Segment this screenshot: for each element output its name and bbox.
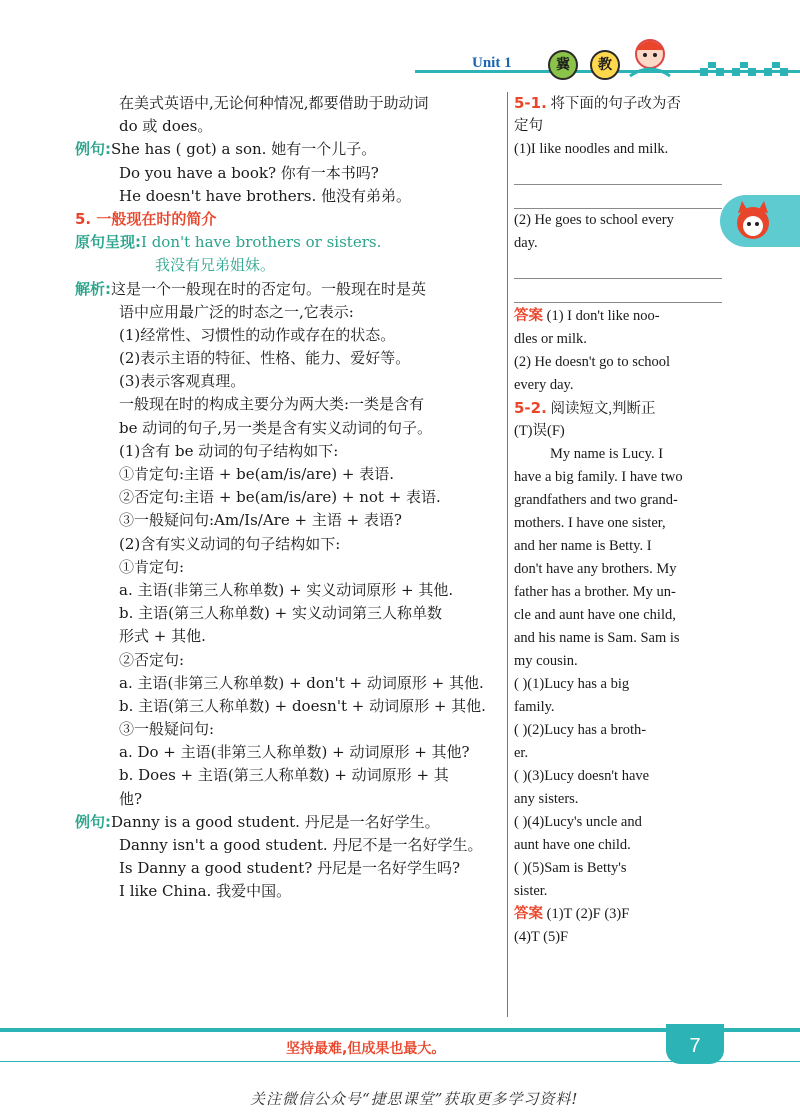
question-line: sister. <box>514 883 548 899</box>
text-line: ②否定句: <box>119 650 185 669</box>
unit-label: Unit 1 <box>472 55 512 71</box>
analysis-label: 解析: <box>75 279 111 298</box>
answer-label: 答案 <box>514 308 543 324</box>
answer-line <box>514 255 722 279</box>
section-heading: 5. 一般现在时的简介 <box>75 209 217 228</box>
original-sentence: I don't have brothers or sisters. <box>141 233 382 252</box>
passage-line: grandfathers and two grand- <box>514 492 678 508</box>
fox-mascot-icon <box>732 199 774 243</box>
page-header <box>0 0 800 90</box>
question-line: ( )(4)Lucy's uncle and <box>514 814 642 830</box>
text-line: 语中应用最广泛的时态之一,它表示: <box>119 302 354 321</box>
right-column <box>514 92 726 949</box>
text-line: ①肯定句:主语 + be(am/is/are) + 表语. <box>119 465 394 483</box>
text-line: b. 主语(第三人称单数) + doesn't + 动词原形 + 其他. <box>119 696 486 715</box>
exercise-item: (1)I like noodles and milk. <box>514 141 669 157</box>
text-line: a. Do + 主语(非第三人称单数) + 动词原形 + 其他? <box>119 743 470 762</box>
footer-motto: 坚持最难,但成果也最大。 <box>286 1041 446 1057</box>
question-line: ( )(2)Lucy has a broth- <box>514 722 647 738</box>
answer-line <box>514 185 722 209</box>
badge-ji: 冀 <box>548 50 578 80</box>
question-line: er. <box>514 745 529 761</box>
text-line: Is Danny a good student? 丹尼是一名好学生吗? <box>119 859 461 878</box>
exercise-5-1-number: 5-1. <box>514 94 547 112</box>
exercise-item: day. <box>514 235 538 251</box>
text-line: a. 主语(非第三人称单数) + don't + 动词原形 + 其他. <box>119 673 484 692</box>
answer-text: every day. <box>514 377 574 393</box>
text-line: 在美式英语中,无论何种情况,都要借助于助动词 <box>119 94 429 112</box>
exercise-instruction: 定句 <box>514 118 543 134</box>
text-line: ①肯定句: <box>119 557 185 576</box>
text-line: I like China. 我爱中国。 <box>119 882 292 901</box>
text-line: b. Does + 主语(第三人称单数) + 动词原形 + 其 <box>119 766 449 785</box>
text-line: be 动词的句子,另一类是含有实义动词的句子。 <box>119 418 433 437</box>
exercise-5-2-number: 5-2. <box>514 399 547 417</box>
answer-text: (1)T (2)F (3)F <box>546 906 630 922</box>
text-line: ②否定句:主语 + be(am/is/are) + not + 表语. <box>119 488 441 507</box>
example-label: 例句: <box>75 812 111 831</box>
question-line: ( )(3)Lucy doesn't have <box>514 768 650 784</box>
mascot-girl-icon <box>620 32 680 82</box>
text-line: do 或 does。 <box>119 117 213 136</box>
exercise-instruction: 阅读短文,判断正 <box>550 401 656 417</box>
text-line: He doesn't have brothers. 他没有弟弟。 <box>119 186 412 205</box>
answer-text: (4)T (5)F <box>514 929 569 945</box>
passage-line: cle and aunt have one child, <box>514 607 676 623</box>
badge-jiao: 教 <box>590 50 620 80</box>
original-label: 原句呈现: <box>75 233 141 252</box>
passage-line: and her name is Betty. I <box>514 538 652 554</box>
passage-line: father has a brother. My un- <box>514 584 676 600</box>
passage-line: don't have any brothers. My <box>514 561 677 577</box>
text-line: (1)含有 be 动词的句子结构如下: <box>119 441 339 460</box>
answer-text: (2) He doesn't go to school <box>514 354 671 370</box>
answer-label: 答案 <box>514 906 543 922</box>
answer-text: (1) I don't like noo- <box>546 308 660 324</box>
question-line: ( )(5)Sam is Betty's <box>514 860 627 876</box>
passage-line: my cousin. <box>514 653 578 669</box>
original-translation: 我没有兄弟姐妹。 <box>155 256 276 275</box>
text-line: 一般现在时的构成主要分为两大类:一类是含有 <box>119 395 425 414</box>
text-line: (1)经常性、习惯性的动作或存在的状态。 <box>119 325 396 344</box>
answer-line <box>514 279 722 303</box>
answer-text: dles or milk. <box>514 331 587 347</box>
passage-line: mothers. I have one sister, <box>514 515 666 531</box>
question-line: aunt have one child. <box>514 837 631 853</box>
text-line: 这是一个一般现在时的否定句。一般现在时是英 <box>111 279 427 298</box>
text-line: Danny isn't a good student. 丹尼不是一名好学生。 <box>119 836 483 854</box>
text-line: She has ( got) a son. 她有一个儿子。 <box>111 140 377 159</box>
text-line: ③一般疑问句: <box>119 720 215 739</box>
checker-decoration <box>700 62 800 82</box>
text-line: (2)含有实义动词的句子结构如下: <box>119 534 341 553</box>
answer-line <box>514 161 722 185</box>
bottom-note: 关注微信公众号“捷思课堂”获取更多学习资料! <box>250 1090 579 1108</box>
example-label: 例句: <box>75 140 111 159</box>
text-line: ③一般疑问句:Am/Is/Are + 主语 + 表语? <box>119 511 402 530</box>
question-line: any sisters. <box>514 791 579 807</box>
text-line: 他? <box>119 789 143 808</box>
text-line: b. 主语(第三人称单数) + 实义动词第三人称单数 <box>119 604 442 623</box>
passage-line: My name is Lucy. I <box>550 446 664 462</box>
text-line: (3)表示客观真理。 <box>119 372 246 391</box>
text-line: (2)表示主语的特征、性格、能力、爱好等。 <box>119 349 411 368</box>
page-number: 7 <box>666 1024 724 1064</box>
passage-line: have a big family. I have two <box>514 469 683 485</box>
passage-line: and his name is Sam. Sam is <box>514 630 680 646</box>
text-line: a. 主语(非第三人称单数) + 实义动词原形 + 其他. <box>119 580 454 599</box>
side-tab <box>720 195 800 247</box>
column-divider <box>507 92 508 1017</box>
text-line: Danny is a good student. 丹尼是一名好学生。 <box>111 812 440 831</box>
exercise-instruction: 将下面的句子改为否 <box>550 96 681 112</box>
left-column <box>75 92 500 904</box>
text-line: Do you have a book? 你有一本书吗? <box>119 163 379 182</box>
exercise-instruction: (T)误(F) <box>514 423 565 439</box>
question-line: family. <box>514 699 555 715</box>
question-line: ( )(1)Lucy has a big <box>514 676 630 692</box>
exercise-item: (2) He goes to school every <box>514 212 674 228</box>
text-line: 形式 + 其他. <box>119 627 206 646</box>
